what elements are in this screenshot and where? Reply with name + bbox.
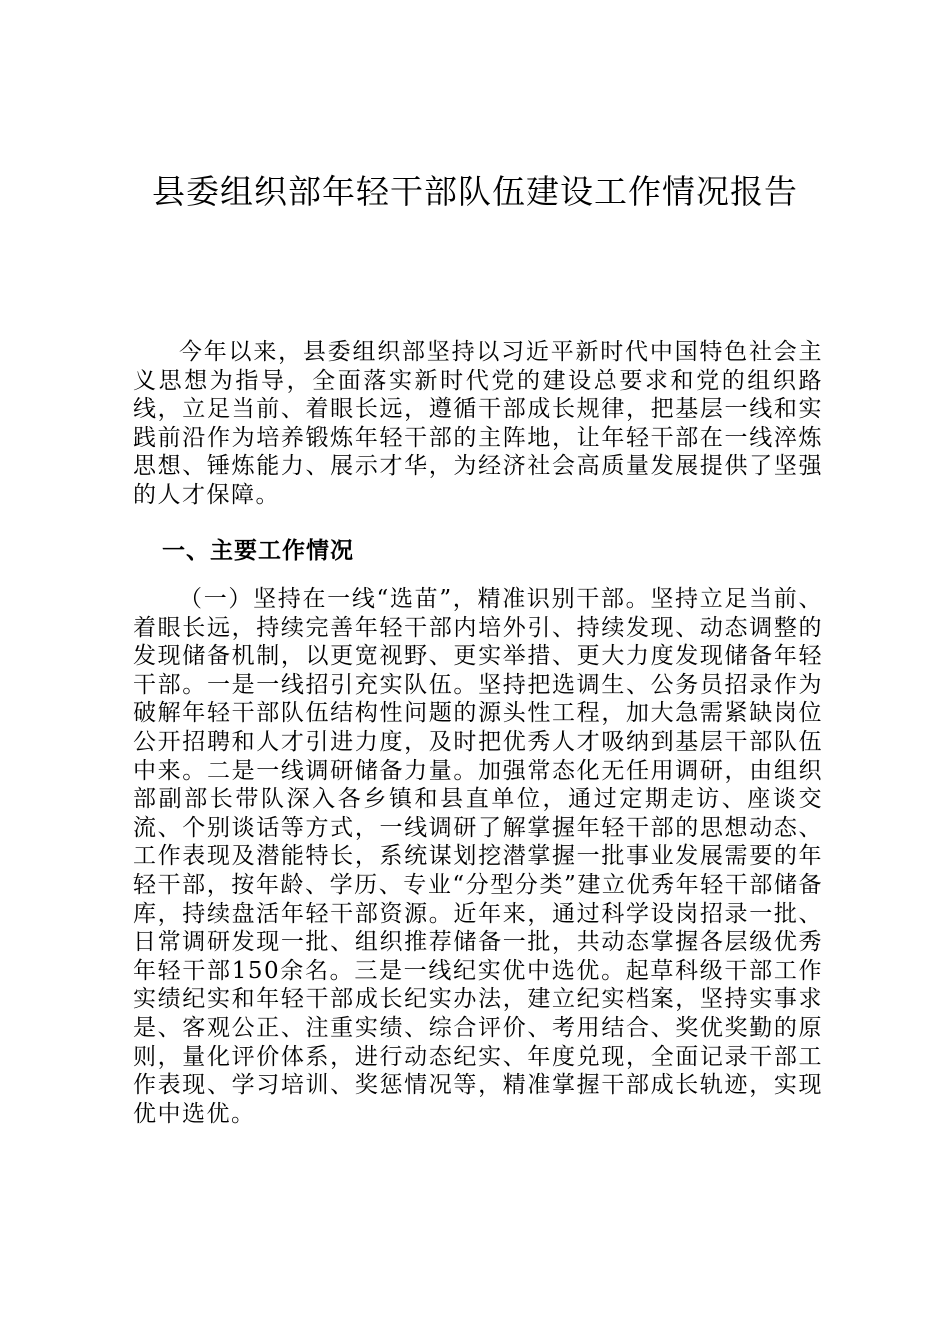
section-paragraph: （一）坚持在一线“选苗”，精准识别干部。坚持立足当前、着眼长远，持续完善年轻干部内培外引、持续发现、动态调整的发现储备机制，以更宽视野、更实举措、更大力度发现储备年轻干部。一是一线招引充实队伍。坚持把选调生、公务员招录作为破解年轻干部队伍结构性问题的源头性工程，加大急需紧缺岗位公开招聘和人才引进力度，及时把优秀人才吸纳到基层干部队伍中来。二是一线调研储备力量。加强常态化无任用调研，由组织部副部长带队深入各乡镇和县直单位，通过定期走访、座谈交流、个别谈话等方式，一线调研了解掌握年轻干部的思想动态、工作表现及潜能特长，系统谋划挖潜掌握一批事业发展需要的年轻干部，按年龄、学历、专业“分型分类”建立优秀年轻干部储备库，持续盘活年轻干部资源。近年来，通过科学设岗招录一批、日常调研发现一批、组织推荐储备一批，共动态掌握各层级优秀年轻干部150余名。三是一线纪实优中选优。起草科级干部工作实绩纪实和年轻干部成长纪实办法，建立纪实档案，坚持实事求是、客观公正、注重实绩、综合评价、考用结合、奖优奖勤的原则，量化评价体系，进行动态纪实、年度兑现，全面记录干部工作表现、学习培训、奖惩情况等，精准掌握干部成长轨迹，实现优中选优。 xyxy=(133,586,823,1127)
intro-paragraph: 今年以来，县委组织部坚持以习近平新时代中国特色社会主义思想为指导，全面落实新时代党的建设总要求和党的组织路线，立足当前、着眼长远，遵循干部成长规律，把基层一线和实践前沿作为培养锻炼年轻干部的主阵地，让年轻干部在一线淬炼思想、锤炼能力、展示才华，为经济社会高质量发展提供了坚强的人才保障。 xyxy=(133,339,823,508)
document-title: 县委组织部年轻干部队伍建设工作情况报告 xyxy=(152,172,798,211)
section-heading: 一、主要工作情况 xyxy=(162,537,354,564)
